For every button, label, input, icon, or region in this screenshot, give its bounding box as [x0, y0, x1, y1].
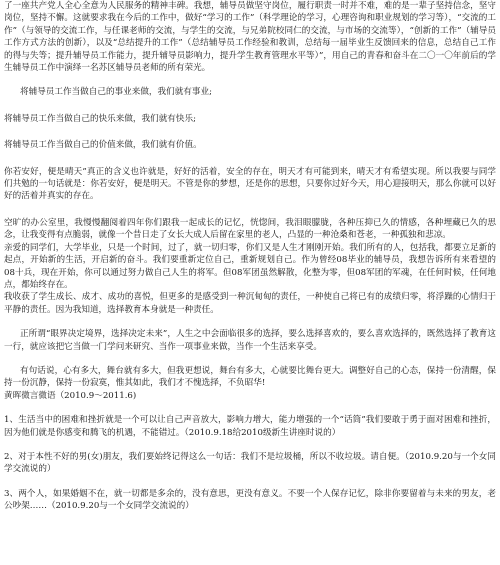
paragraph-graduates: 亲爱的同学们，大学毕业，只是一个时间，过了，就一切归零，你们又是人生才刚刚开始。我们所有的人，包括我，都要立足新的起点，开始新的生活，开启新的奋斗。我们要重新定位自己，重新规划自己。作为曾经08毕业的辅导员，我想告诉所有来看望的08十兵，现在开始，你可以通过努力做自己人生的将军。但08军团虽然解散，化整为零，但08军团的军魂，在任何时候，任何地点，都始终存在。 — [4, 242, 496, 290]
paragraph-responsibility: 我收获了学生成长、成才、成功的喜悦，但更多的是感受到一种沉甸甸的责任，一种使自己将已有的成绩归零，将浮躁的心情归于平静的责任。因为我知道，选择教育本身就是一种责任。 — [4, 292, 496, 315]
paragraph-choice: 正所谓“眼界决定境界，选择决定未来”，人生之中会面临很多的选择，要么选择喜欢的，要么喜欢选择的，既然选择了教育这一行，就应该把它当做一门学问来研究、当作一项事业来做，当作一个生活来享受。 — [4, 329, 496, 352]
paragraph-intro: 了一座共产党人全心全意为人民服务的精神丰碑。我想，辅导员做坚守岗位，履行职责一时并不难，难的是一辈子坚持信念，坚守岗位，坚持不懈。这就要求我在今后的工作中，做好“学习的工作”（科学理论的学习，心理咨询和职业规划的学习等），“交流的工作”（与领导的交流工作，与任课老师的交流，与学生的交流，与兄弟院校同仁的交流，与市场的交流等），“创新的工作”（辅导员工作方式方法的创新），以及“总结提升的工作”（总结辅导员工作经验和教训，总结每一届毕业生反馈回来的信息，总结自己工作的得与失等；提升辅导员工作能力，提升辅导员影响力，提升学生教育管理水平等）”，用自己的青春和奋斗在二〇一〇年前后的学生辅导员工作中演绎一名苏区辅导员老师的所有荣光。 — [4, 1, 496, 74]
motto-happiness: 将辅导员工作当做自己的快乐来做，我们就有快乐; — [4, 113, 196, 124]
section-heading: 黄晖微言微语（2010.9～2011.6) — [4, 390, 137, 401]
paragraph-office: 空旷的办公室里，我慢慢翻阅着四年你们跟我一起成长的记忆，恍惚间，我泪眼朦胧，各种压抑已久的情感，各种埋藏已久的思念，让我变得有点脆弱，就像一个昔日走了女长大成人后留在家里的老人，凸显的一种沧桑和苍老，一种孤独和悲凉。 — [4, 217, 496, 241]
motto-value: 将辅导员工作当做自己的价值来做，我们就有价值。 — [4, 140, 202, 151]
paragraph-stage: 有句话说，心有多大，舞台就有多大，但我更想说，舞台有多大，心就要比舞台更大。调整好自己的心态，保持一份清醒，保持一份沉静，保持一份寂寞，惟其如此，我们才不愧选择，不负昭华! — [4, 365, 496, 389]
quote-item-3: 3、两个人，如果婚姻不在，就一切都是多余的，没有意思，更没有意义。不要一个人保存记忆，除非你要留着与未来的男友，老公吵架……（2010.9.20与一个女同学交流说的） — [4, 488, 496, 512]
quote-item-2: 2、对于本性不好的男(女)朋友，我们要始终记得这么一句话：我们不是垃圾桶，所以不收垃圾。请自便。（2010.9.20与一个女同学交流说的） — [4, 451, 496, 475]
quote-item-1: 1、生活当中的困难和挫折就是一个可以让自己声音放大，影响力增大，能力增强的一个“话筒”我们要敢于勇于面对困难和挫折，因为他们就是你感变和腾飞的机遇，不能错过。（2010.9.18给2010级新生讲座时说的） — [4, 415, 496, 438]
paragraph-safe: 你若安好，便是晴天”真正的含义也许就是，好好的活着，安全的存在，明天才有可能到来，晴天才有希望实现。所以我要与同学们共勉的一句话就是：你若安好，便是明天。不管是你的梦想，还是你的思想，只要你过好今天，用心迎接明天，那么你就可以好好的活着并真实的存在。 — [4, 166, 496, 202]
motto-career: 将辅导员工作当做自己的事业来做，我们就有事业; — [20, 87, 212, 98]
